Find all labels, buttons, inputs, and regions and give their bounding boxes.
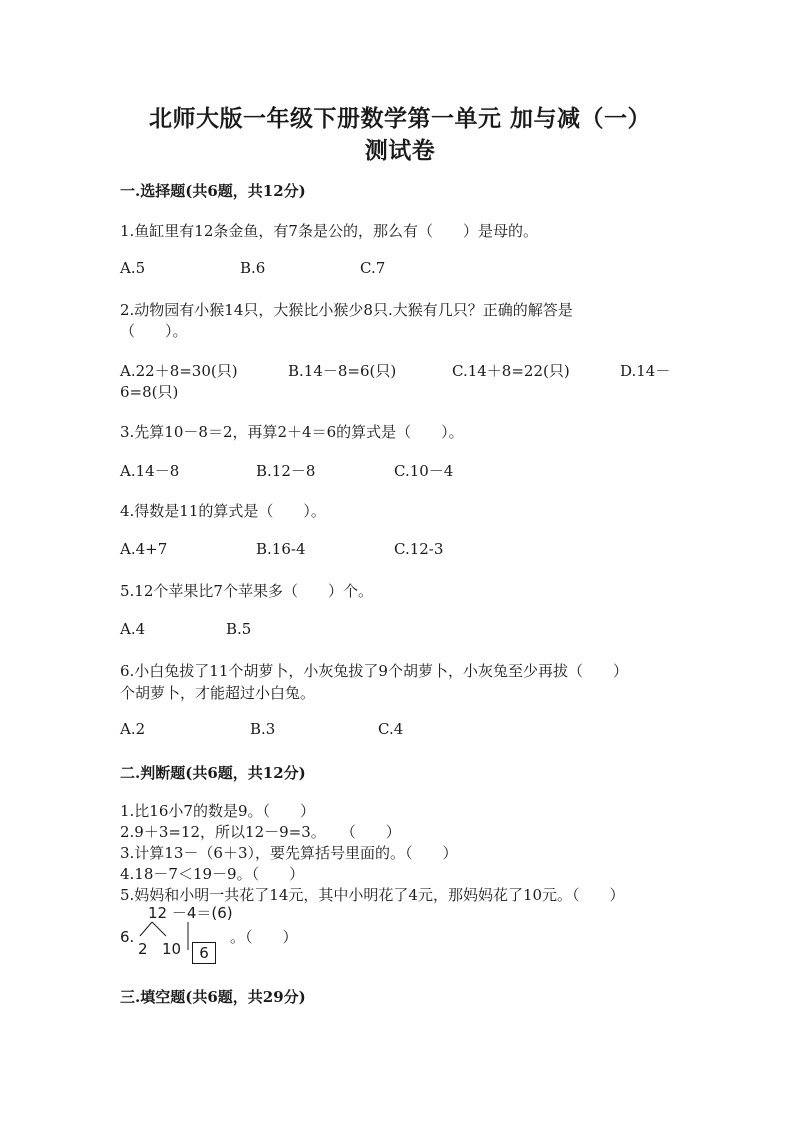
q2-option-d: D.14－ — [620, 362, 671, 380]
page-title: 北师大版一年级下册数学第一单元 加与减（一） — [148, 105, 651, 132]
section-heading-fill-blank: 三.填空题(共6题，共29分) — [120, 988, 306, 1006]
section-heading-judgment: 二.判断题(共6题，共12分) — [120, 764, 306, 782]
q2-option-d-wrap: 6=8(只) — [120, 383, 179, 401]
split-left-value: 2 — [138, 940, 148, 958]
item6-suffix: 。（ ） — [230, 928, 298, 946]
q5-option-b: B.5 — [226, 620, 252, 638]
item6-number: 6. — [120, 928, 135, 946]
q3-option-c: C.10－4 — [394, 462, 454, 480]
q1-option-c: C.7 — [360, 259, 386, 277]
judgment-item-6 — [120, 900, 380, 970]
q1-option-b: B.6 — [240, 259, 266, 277]
q5-option-a: A.4 — [120, 620, 146, 638]
question-2-line2: （ ）。 — [120, 322, 188, 340]
split-right-value: 10 — [162, 940, 182, 958]
q4-option-c: C.12-3 — [394, 540, 444, 558]
q1-option-a: A.5 — [120, 259, 146, 277]
q6-option-a: A.2 — [120, 720, 146, 738]
judgment-item-4: 4.18－7＜19－9。（ ） — [120, 865, 305, 883]
judgment-item-3: 3.计算13－（6＋3），要先算括号里面的。（ ） — [120, 844, 458, 862]
q4-option-a: A.4+7 — [120, 540, 168, 558]
q2-option-c: C.14＋8=22(只) — [452, 362, 570, 380]
answer-box: 6 — [192, 942, 216, 964]
page-subtitle: 测试卷 — [364, 137, 436, 164]
question-6-line1: 6.小白兔拔了11个胡萝卜，小灰兔拔了9个胡萝卜，小灰兔至少再拔（ ） — [120, 662, 628, 680]
question-3: 3.先算10－8＝2，再算2＋4＝6的算式是（ ）。 — [120, 423, 464, 441]
q3-option-a: A.14－8 — [120, 462, 180, 480]
q6-option-b: B.3 — [250, 720, 276, 738]
q2-option-a: A.22＋8=30(只) — [120, 362, 238, 380]
judgment-item-5: 5.妈妈和小明一共花了14元，其中小明花了4元，那妈妈花了10元。（ ） — [120, 886, 625, 904]
q3-option-b: B.12－8 — [256, 462, 316, 480]
judgment-item-1: 1.比16小7的数是9。（ ） — [120, 802, 315, 820]
question-2-line1: 2.动物园有小猴14只，大猴比小猴少8只.大猴有几只？正确的解答是 — [120, 301, 573, 319]
section-heading-choice: 一.选择题(共6题，共12分) — [120, 182, 306, 200]
judgment-item-2: 2.9＋3=12，所以12－9=3。 （ ） — [120, 823, 401, 841]
q2-option-b: B.14－8=6(只) — [288, 362, 397, 380]
q6-option-c: C.4 — [378, 720, 404, 738]
q4-option-b: B.16-4 — [256, 540, 306, 558]
question-6-line2: 个胡萝卜，才能超过小白兔。 — [120, 684, 316, 702]
split-equation: 12 －4＝(6) — [148, 904, 233, 922]
question-1: 1.鱼缸里有12条金鱼，有7条是公的，那么有（ ）是母的。 — [120, 222, 538, 240]
question-5: 5.12个苹果比7个苹果多（ ）个。 — [120, 582, 373, 600]
question-4: 4.得数是11的算式是（ ）。 — [120, 502, 326, 520]
